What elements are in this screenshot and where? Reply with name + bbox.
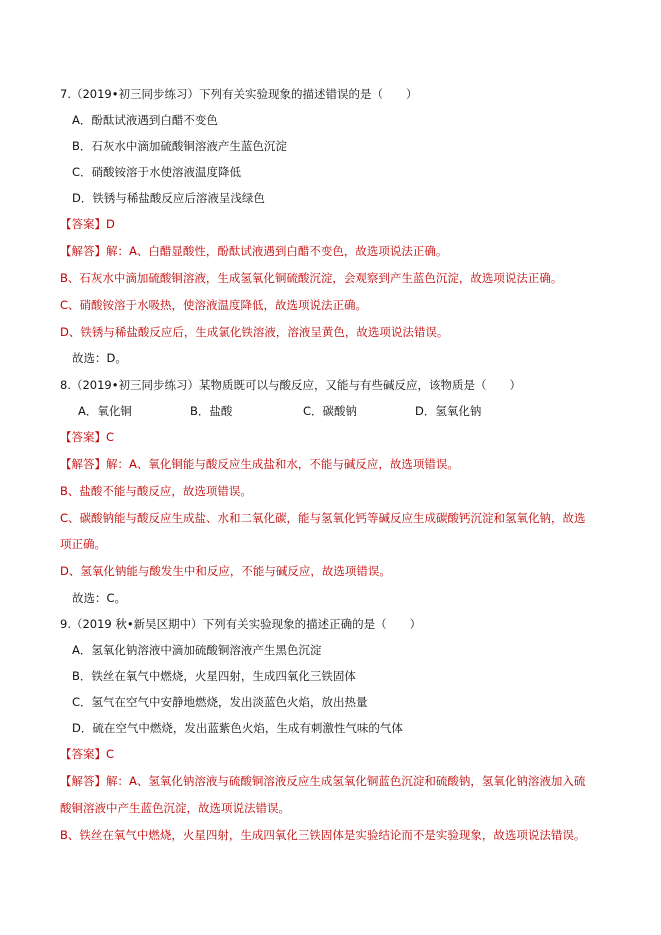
q9-option-a: A．氢氧化钠溶液中滴加硫酸铜溶液产生黑色沉淀 <box>72 643 322 657</box>
q7-analysis-label: 【解答】 <box>60 244 106 258</box>
q7-analysis-line-4: D、铁锈与稀盐酸反应后，生成氯化铁溶液，溶液呈黄色，故选项说法错误。 <box>60 325 449 339</box>
q9-analysis-label: 【解答】 <box>60 774 106 788</box>
q8-analysis-label: 【解答】 <box>60 457 106 471</box>
q9-stem: 9.（2019 秋•新吴区期中）下列有关实验现象的描述正确的是（ ） <box>60 617 422 631</box>
q8-options-row <box>78 403 638 419</box>
q9-answer-value: C <box>106 747 115 761</box>
q7-analysis-line-3: C、硝酸铵溶于水吸热，使溶液温度降低，故选项说法正确。 <box>60 298 368 312</box>
q7-analysis-line-1: 【解答】解：A、白醋显酸性，酚酞试液遇到白醋不变色，故选项说法正确。 <box>60 244 448 258</box>
q8-option-b: B．盐酸 <box>190 404 233 418</box>
q8-answer <box>60 429 114 445</box>
q9-analysis-line-1: 【解答】解：A、氢氧化钠溶液与硫酸铜溶液反应生成氢氧化铜蓝色沉淀和硫酸钠，氢氧化钠溶液加入硫 <box>60 774 586 788</box>
q7-answer <box>60 216 115 232</box>
q7-stem: 7.（2019•初三同步练习）下列有关实验现象的描述错误的是（ ） <box>60 87 418 101</box>
q8-analysis-line-1: 【解答】解：A、氧化铜能与酸反应生成盐和水，不能与碱反应，故选项错误。 <box>60 457 459 471</box>
q9-option-c: C．氢气在空气中安静地燃烧，发出淡蓝色火焰，放出热量 <box>72 695 368 709</box>
q7-option-a: A．酚酞试液遇到白醋不变色 <box>72 113 218 127</box>
q8-answer-value: C <box>106 430 115 444</box>
q7-option-c: C．硝酸铵溶于水使溶液温度降低 <box>72 165 242 179</box>
q7-choice: 故选：D。 <box>72 351 127 365</box>
q7-answer-label: 【答案】 <box>60 217 106 231</box>
q7-option-b: B．石灰水中滴加硫酸铜溶液产生蓝色沉淀 <box>72 139 287 153</box>
q8-analysis-line-4: 项正确。 <box>60 537 106 551</box>
q8-analysis-line-3: C、碳酸钠能与酸反应生成盐、水和二氧化碳，能与氢氧化钙等碱反应生成碳酸钙沉淀和氢氧化钠，故选 <box>60 511 586 525</box>
q9-answer-label: 【答案】 <box>60 747 106 761</box>
q8-analysis-line-2: B、盐酸不能与酸反应，故选项错误。 <box>60 484 252 498</box>
q8-analysis-line-5: D、氢氧化钠能与酸发生中和反应，不能与碱反应，故选项错误。 <box>60 564 391 578</box>
q8-option-c: C．碳酸钠 <box>303 404 358 418</box>
q7-analysis-line-2: B、石灰水中滴加硫酸铜溶液，生成氢氧化铜硫酸沉淀，会观察到产生蓝色沉淀，故选项说法正确。 <box>60 271 563 285</box>
q8-option-d: D．氢氧化钠 <box>415 404 482 418</box>
q8-option-a: A．氧化铜 <box>78 404 132 418</box>
q7-answer-value: D <box>106 217 115 231</box>
q9-analysis-line-3: B、铁丝在氧气中燃烧，火星四射，生成四氧化三铁固体是实验结论而不是实验现象，故选项说法错误。 <box>60 828 586 842</box>
q8-choice: 故选：C。 <box>72 591 127 605</box>
q9-analysis-line-2: 酸铜溶液中产生蓝色沉淀，故选项说法错误。 <box>60 801 290 815</box>
q8-answer-label: 【答案】 <box>60 430 106 444</box>
q7-option-d: D．铁锈与稀盐酸反应后溶液呈浅绿色 <box>72 191 265 205</box>
q9-option-d: D．硫在空气中燃烧，发出蓝紫色火焰，生成有刺激性气味的气体 <box>72 721 403 735</box>
q8-stem: 8.（2019•初三同步练习）某物质既可以与酸反应，又能与有些碱反应，该物质是（ ） <box>60 378 522 392</box>
q9-option-b: B．铁丝在氧气中燃烧，火星四射，生成四氧化三铁固体 <box>72 669 356 683</box>
q9-answer <box>60 746 114 762</box>
